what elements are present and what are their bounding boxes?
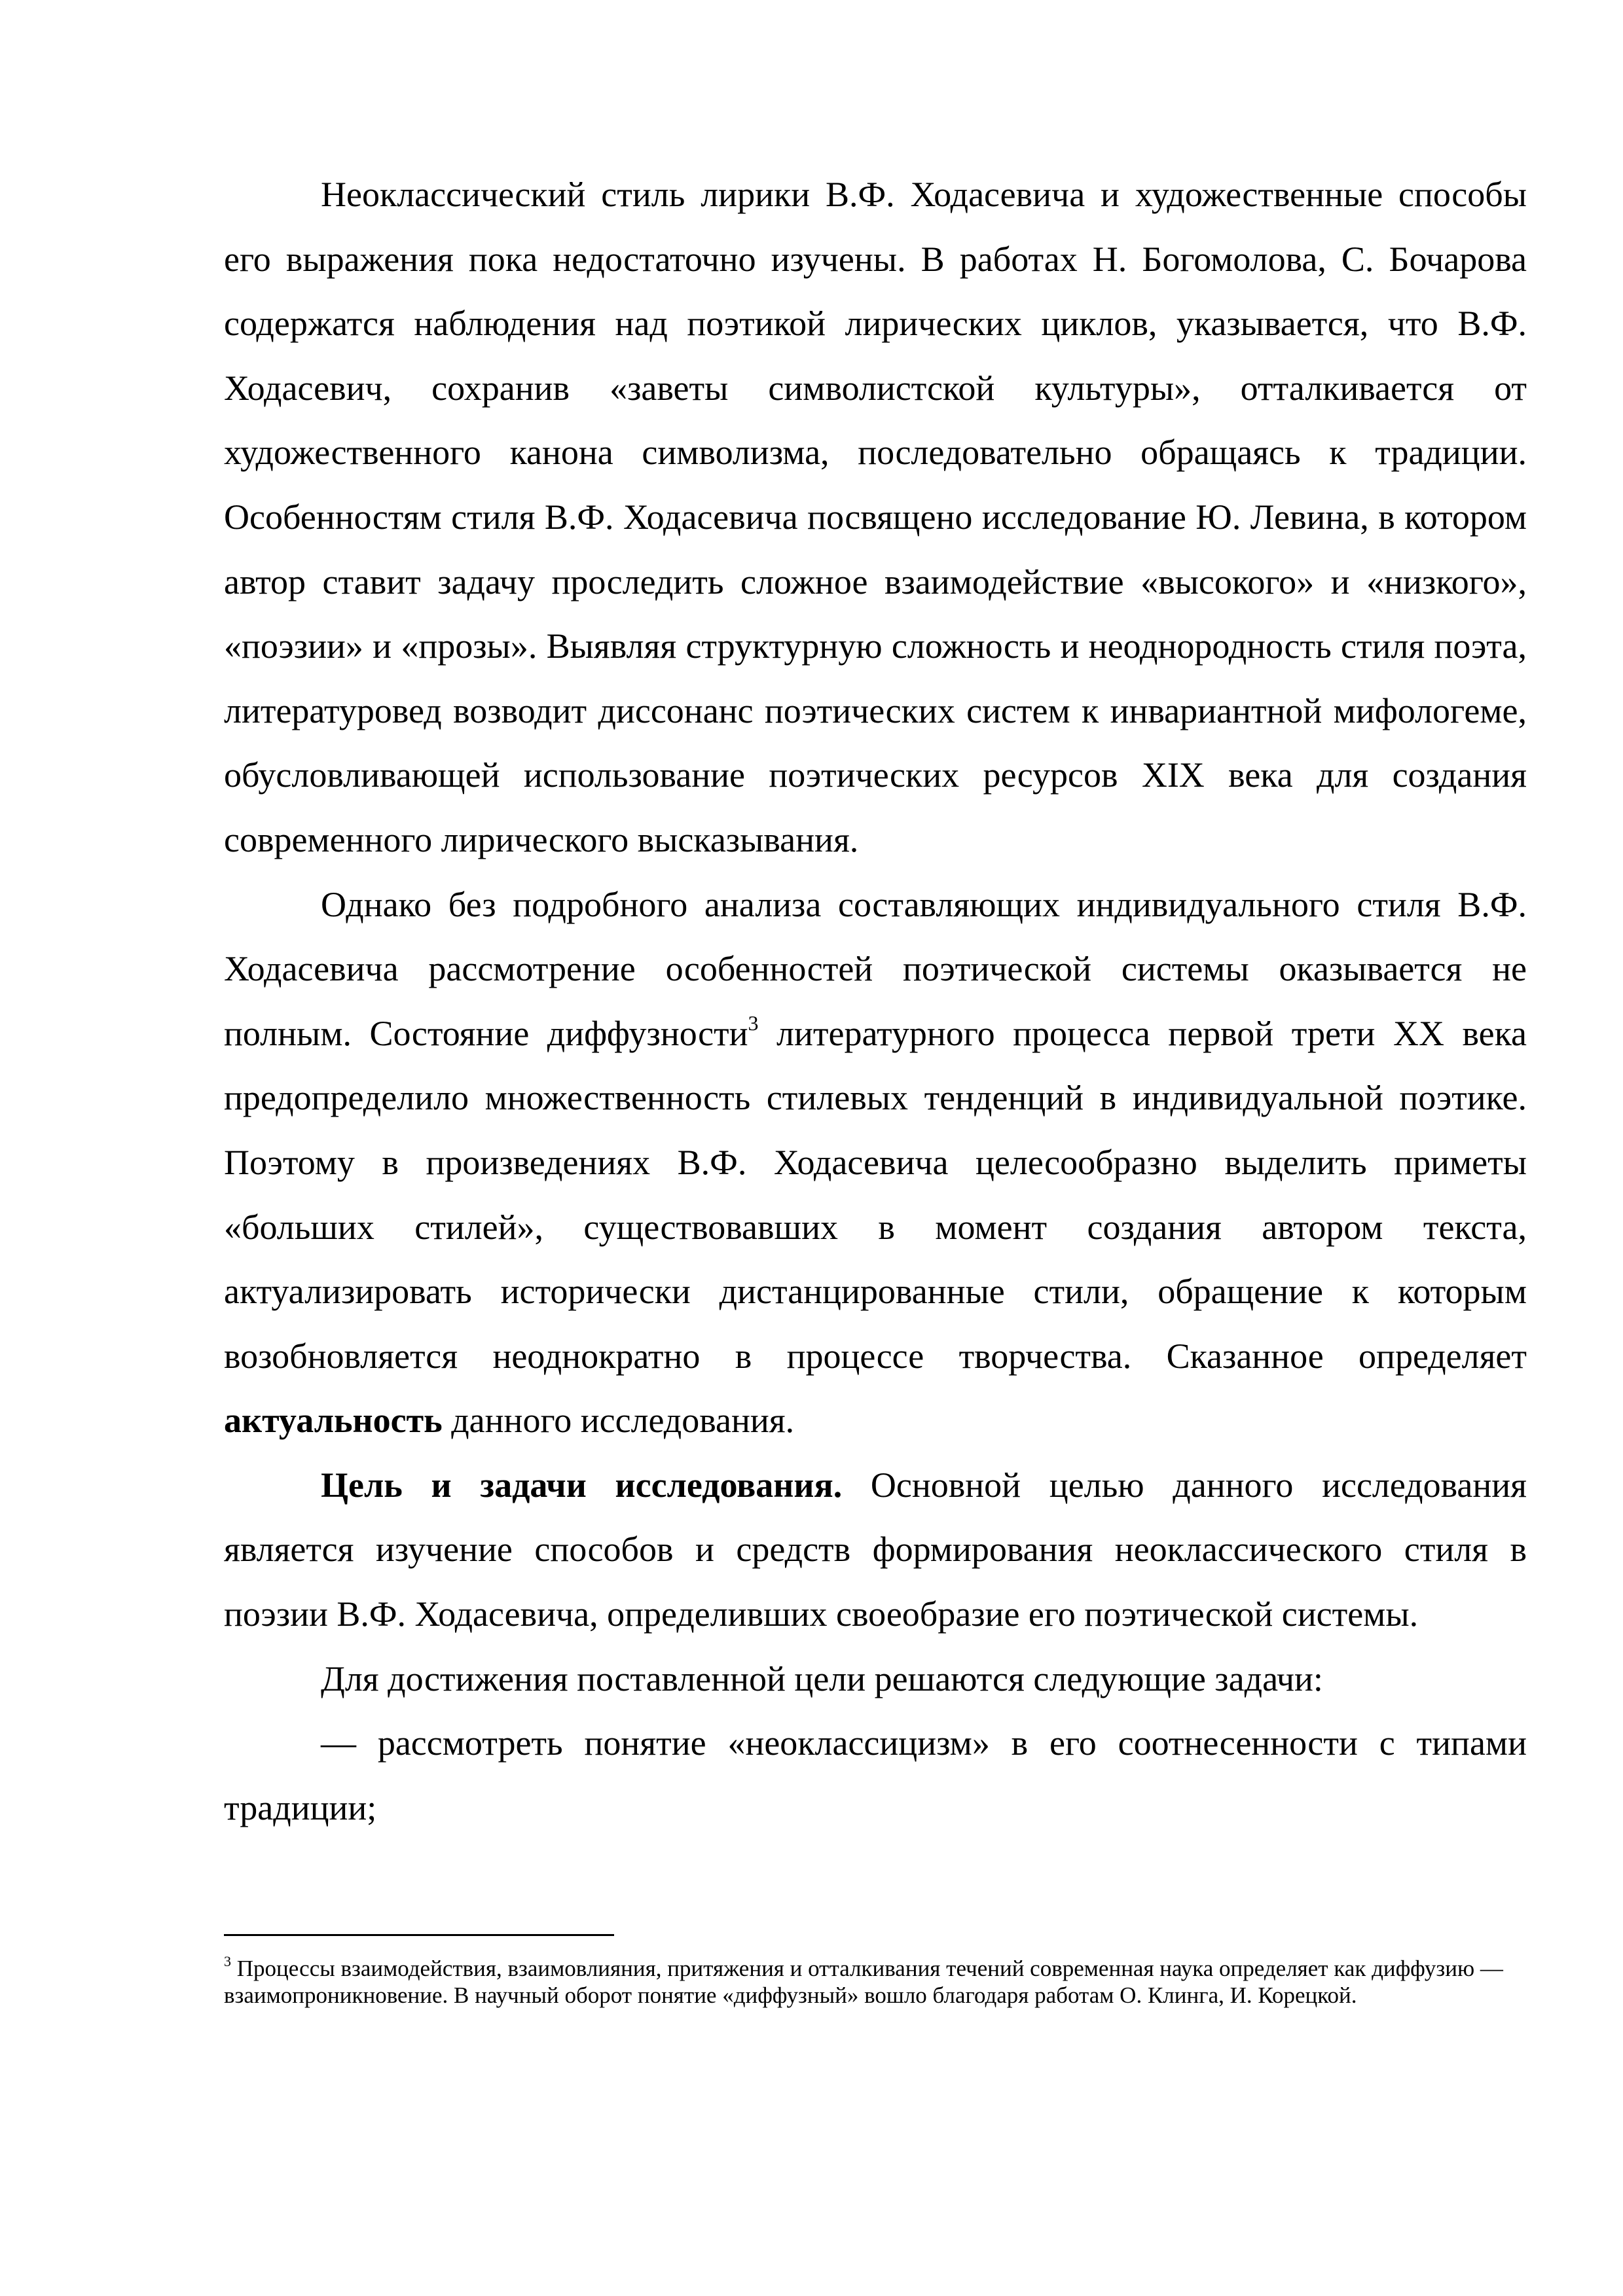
paragraph-relevance-text-3: данного исследования. — [442, 1401, 795, 1441]
paragraph-tasks-intro: Для достижения поставленной цели решаются следующие задачи: — [321, 1659, 1323, 1698]
footnote-reference[interactable]: 3 — [748, 1011, 759, 1035]
paragraph-relevance — [224, 872, 1527, 1453]
goals-text: Основной целью данного исследования является изучение способов и средств формирования неоклассического стиля в поэзии В.Ф. Ходасевича, определивших своеобразие его поэтической системы. — [224, 1465, 1527, 1634]
footnote-text: Процессы взаимодействия, взаимовлияния, притяжения и отталкивания течений современная наука определяет как диффузию — взаимопроникновение. В научный оборот понятие «диффузный» вошло благодаря работам О. Клинга, И. Корецкой. — [224, 1956, 1503, 2008]
footnote-number: 3 — [224, 1953, 231, 1970]
paragraph-relevance-text-1: Однако без подробного анализа составляющих индивидуального стиля В.Ф. Ходасевича рассмотрение особенностей поэтической системы оказывается не полным. Состояние диффузности — [224, 884, 1527, 1053]
paragraph-intro: Неоклассический стиль лирики В.Ф. Ходасевича и художественные способы его выражения пока недостаточно изучены. В работах Н. Богомолова, С. Бочарова содержатся наблюдения над поэтикой лирических циклов, указывается, что В.Ф. Ходасевич, сохранив «заветы символистской культуры», отталкивается от художественного канона символизма, последовательно обращаясь к традиции. Особенностям стиля В.Ф. Ходасевича посвящено исследование Ю. Левина, в котором автор ставит задачу проследить сложное взаимодействие «высокого» и «низкого», «поэзии» и «прозы». Выявляя структурную сложность и неоднородность стиля поэта, литературовед возводит диссонанс поэтических систем к инвариантной мифологеме, обусловливающей использование поэтических ресурсов XIX века для создания современного лирического высказывания. — [224, 175, 1527, 859]
footnote — [224, 1955, 1527, 2009]
footnote-separator — [224, 1934, 614, 1936]
paragraph-relevance-text-2: литературного процесса первой трети XX века предопределило множественность стилевых тенденций в индивидуальной поэтике. Поэтому в произведениях В.Ф. Ходасевича целесообразно выделить приметы «больших стилей», существовавших в момент создания автором текста, актуализировать исторически дистанцированные стили, обращение к которым возобновляется неоднократно в процессе творчества. Сказанное определяет — [224, 1013, 1527, 1376]
body-text — [224, 162, 1527, 1840]
relevance-term: актуальность — [224, 1401, 443, 1441]
paragraph-goals — [224, 1453, 1527, 1647]
task-item-1: — рассмотреть понятие «неоклассицизм» в его соотнесенности с типами традиции; — [224, 1723, 1527, 1827]
goals-heading: Цель и задачи исследования. — [321, 1465, 843, 1505]
